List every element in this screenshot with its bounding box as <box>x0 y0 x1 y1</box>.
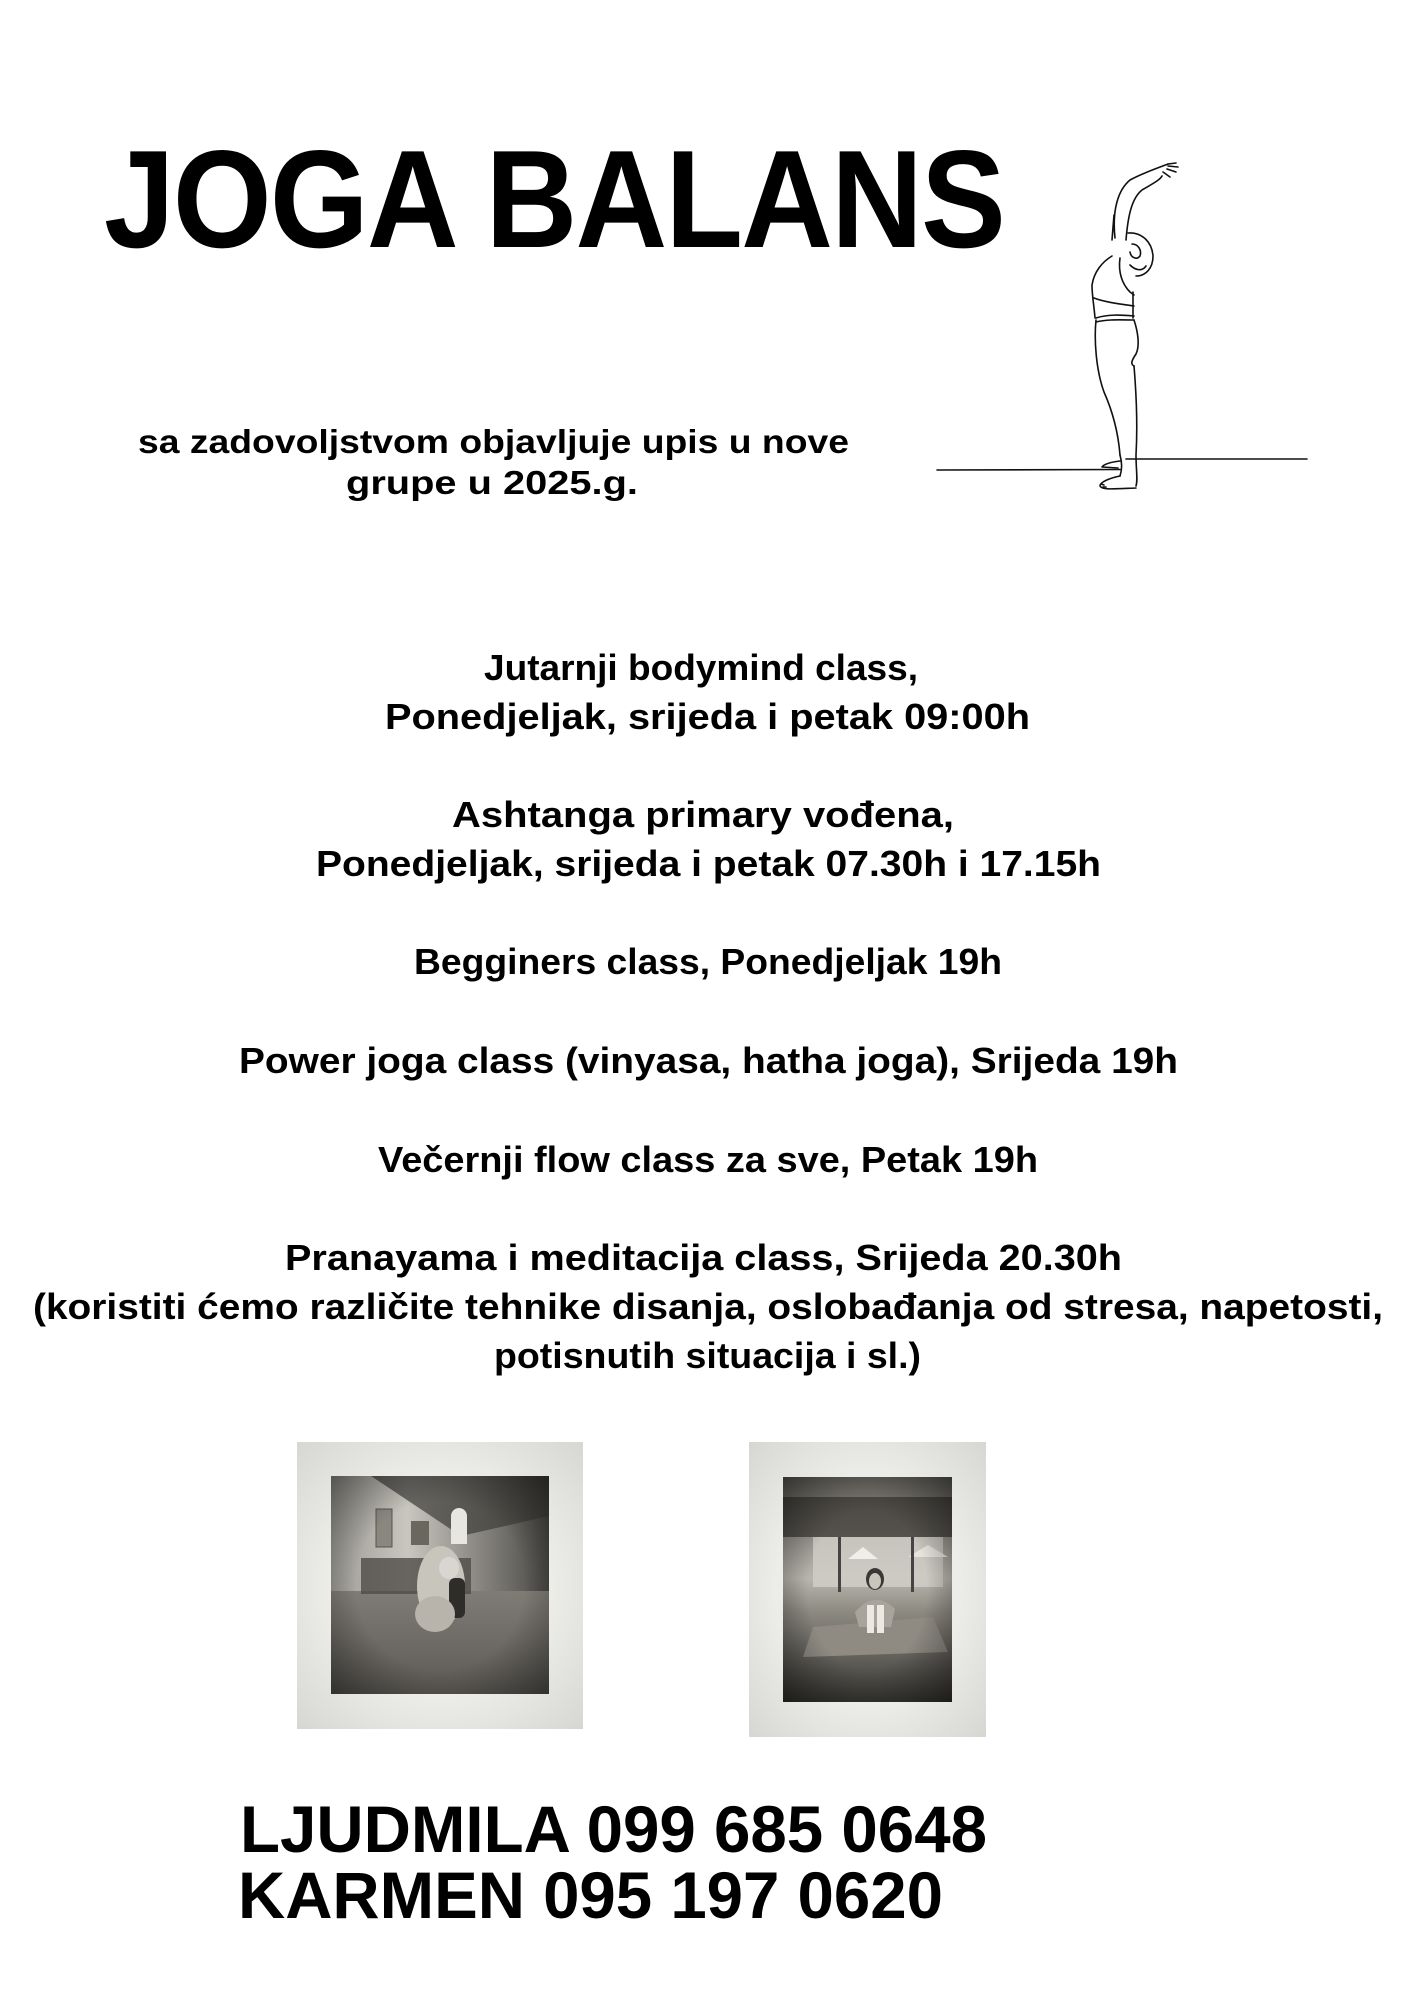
schedule-item-4 <box>239 1040 1178 1081</box>
schedule-text: potisnutih situacija i sl.) <box>494 1335 921 1376</box>
contact-karmen[interactable] <box>238 1858 950 1932</box>
schedule-item-2-time <box>316 843 1101 884</box>
schedule-text: Pranayama i meditacija class, Srijeda 20.30h <box>285 1237 1122 1278</box>
contact-phone-link[interactable]: KARMEN 095 197 0620 <box>238 1858 943 1932</box>
schedule-text: Ponedjeljak, srijeda i petak 09:00h <box>385 696 1030 737</box>
subtitle-text-2: grupe u 2025.g. <box>346 464 638 501</box>
schedule-text: Ponedjeljak, srijeda i petak 07.30h i 17.15h <box>316 843 1101 884</box>
schedule-item-6-note-1 <box>33 1286 1383 1327</box>
schedule-item-5 <box>378 1139 1038 1180</box>
schedule-item-1-time <box>385 696 1030 737</box>
schedule-item-6-note-2 <box>494 1335 921 1376</box>
subtitle-text-1: sa zadovoljstvom objavljuje upis u nove <box>138 423 849 460</box>
schedule-item-2-title <box>452 794 954 835</box>
yoga-photo-seated-pose-icon <box>331 1476 549 1694</box>
schedule-text: Ashtanga primary vođena, <box>452 794 954 835</box>
schedule-text: Power joga class (vinyasa, hatha joga), Srijeda 19h <box>239 1040 1178 1081</box>
subtitle-line-2 <box>346 464 638 501</box>
schedule-item-6-title <box>285 1237 1122 1278</box>
schedule-text: Begginers class, Ponedjeljak 19h <box>414 941 1002 982</box>
schedule-text: Večernji flow class za sve, Petak 19h <box>378 1139 1038 1180</box>
contact-phone-link[interactable]: LJUDMILA 099 685 0648 <box>240 1792 987 1866</box>
yoga-photo-forward-bend-icon <box>783 1477 952 1702</box>
schedule-item-3 <box>414 941 1002 982</box>
schedule-item-1-title <box>484 647 918 688</box>
title-text: JOGA BALANS <box>104 122 1004 277</box>
contact-ljudmila[interactable] <box>240 1792 993 1866</box>
subtitle-line-1 <box>138 423 849 460</box>
photo-frame-1 <box>297 1442 583 1729</box>
schedule-text: (koristiti ćemo različite tehnike disanja, oslobađanja od stresa, napetosti, <box>33 1286 1383 1327</box>
yoga-figure-icon <box>930 150 1330 510</box>
photo-frame-2 <box>749 1442 986 1737</box>
schedule-text: Jutarnji bodymind class, <box>484 647 918 688</box>
